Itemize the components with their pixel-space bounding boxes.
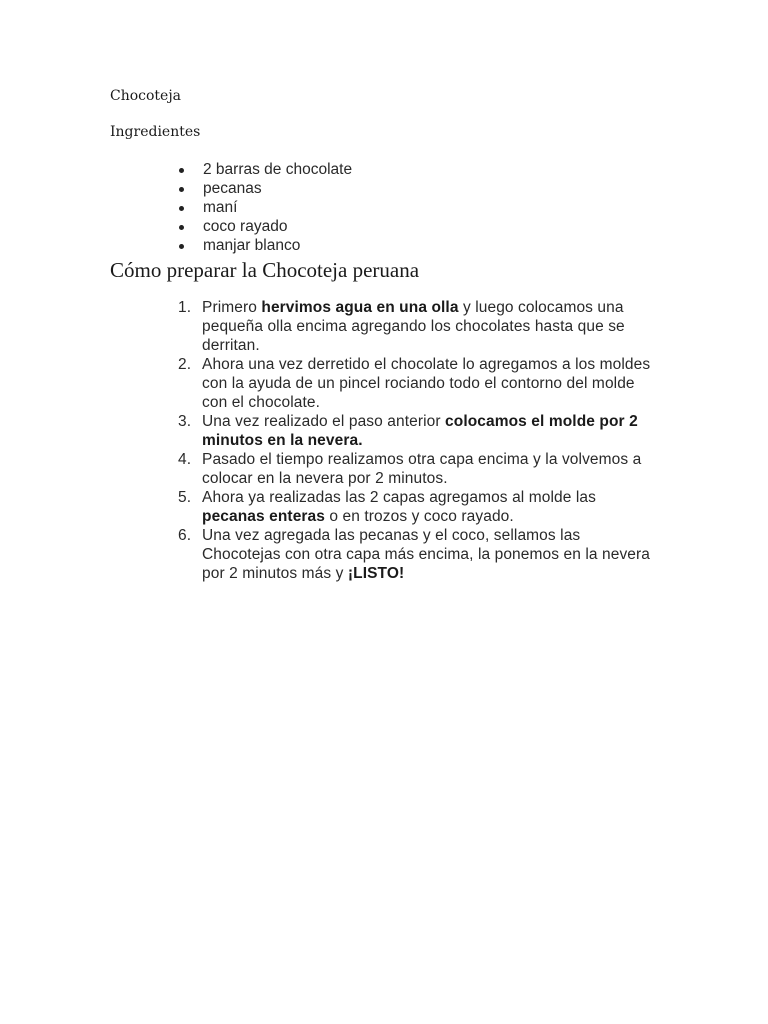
- step-item: [176, 355, 656, 412]
- step-number: 2.: [178, 356, 192, 373]
- step-text: Ahora ya realizadas las 2 capas agregamos al molde las: [202, 489, 596, 506]
- step-text: Primero: [202, 299, 262, 316]
- step-number: 5.: [178, 489, 192, 506]
- step-text: y luego colocamos una pequeña olla encima agregando los chocolates hasta que se derritan.: [202, 299, 625, 354]
- step-text: Una vez agregada las pecanas y el coco, sellamos las Chocotejas con otra capa más encima, la ponemos en la nevera por 2 minutos más y: [202, 527, 650, 582]
- bullet-icon: [179, 244, 184, 249]
- bullet-icon: [179, 225, 184, 230]
- step-text: Ahora una vez derretido el chocolate lo agregamos a los moldes con la ayuda de un pincel rociando todo el contorno del molde con el chocolate.: [202, 356, 651, 411]
- bullet-icon: [179, 206, 184, 211]
- step-item: [176, 450, 656, 488]
- document-title: Chocoteja: [110, 88, 182, 104]
- method-heading: Cómo preparar la Chocoteja peruana: [110, 258, 420, 282]
- ingredient-text: maní: [203, 199, 238, 216]
- step-text: Una vez realizado el paso anterior: [202, 413, 446, 430]
- ingredient-item: [176, 198, 352, 217]
- step-number: 3.: [178, 413, 192, 430]
- step-item: [176, 488, 656, 526]
- ingredient-text: coco rayado: [203, 218, 288, 235]
- step-item: [176, 412, 656, 450]
- step-text-bold: hervimos agua en una olla: [261, 299, 459, 316]
- ingredient-item: [176, 160, 352, 179]
- step-item: [176, 526, 656, 583]
- step-number: 1.: [178, 299, 192, 316]
- bullet-icon: [179, 187, 184, 192]
- ingredients-heading: Ingredientes: [110, 124, 201, 140]
- step-item: [176, 298, 656, 355]
- bullet-icon: [179, 168, 184, 173]
- step-number: 6.: [178, 527, 192, 544]
- step-text: o en trozos y coco rayado.: [325, 508, 514, 525]
- step-text-bold: ¡LISTO!: [347, 565, 405, 582]
- ingredient-item: [176, 179, 352, 198]
- ingredient-text: 2 barras de chocolate: [203, 161, 353, 178]
- step-number: 4.: [178, 451, 192, 468]
- ingredient-item: [176, 236, 352, 255]
- ingredients-list: [176, 160, 352, 255]
- ingredient-text: manjar blanco: [203, 237, 301, 254]
- ingredient-item: [176, 217, 352, 236]
- step-text-bold: pecanas enteras: [202, 508, 325, 525]
- steps-list: [176, 298, 656, 583]
- ingredient-text: pecanas: [203, 180, 262, 197]
- step-text-bold: colocamos el molde por 2 minutos en la nevera.: [202, 413, 638, 449]
- step-text: Pasado el tiempo realizamos otra capa encima y la volvemos a colocar en la nevera por 2 minutos.: [202, 451, 642, 487]
